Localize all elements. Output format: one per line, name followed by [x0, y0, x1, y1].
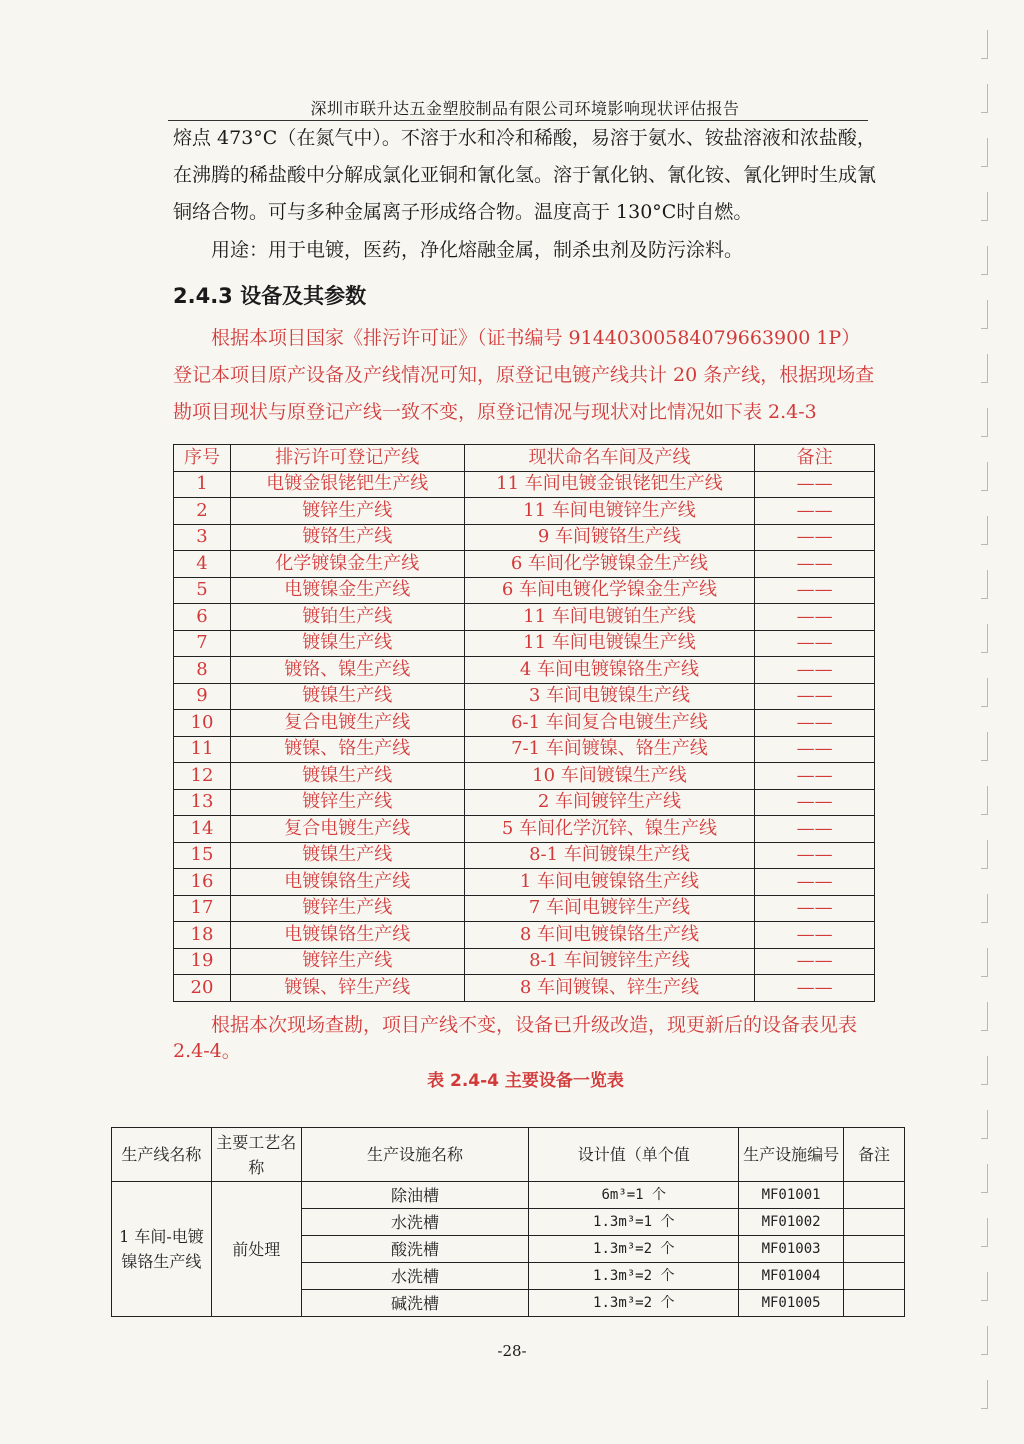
- cell-current-line: 11 车间电镀金银铑钯生产线: [464, 471, 755, 498]
- cell-remark: ——: [755, 895, 875, 922]
- cell-facility-id: MF01002: [739, 1209, 844, 1236]
- cell-remark: ——: [755, 948, 875, 975]
- cell-current-line: 6 车间电镀化学镍金生产线: [464, 577, 755, 604]
- table-production-lines: [173, 444, 875, 1002]
- binding-tick: [981, 516, 988, 545]
- cell-current-line: 8 车间电镀镍铬生产线: [464, 922, 755, 949]
- paragraph-usage: 用途：用于电镀，医药，净化熔融金属，制杀虫剂及防污涂料。: [211, 239, 744, 261]
- table-row: [174, 763, 875, 790]
- cell-line-group: 1 车间-电镀镍铬生产线: [112, 1182, 212, 1317]
- cell-index: 20: [174, 975, 231, 1002]
- binding-tick: [981, 840, 988, 869]
- binding-tick: [981, 894, 988, 923]
- table-row: [174, 524, 875, 551]
- table-row: [174, 630, 875, 657]
- cell-index: 19: [174, 948, 231, 975]
- cell-current-line: 6-1 车间复合电镀生产线: [464, 710, 755, 737]
- page-number: -28-: [497, 1342, 527, 1360]
- table-row: [174, 551, 875, 578]
- cell-index: 6: [174, 604, 231, 631]
- table-row: [174, 869, 875, 896]
- cell-permit-line: 镀锌生产线: [230, 895, 464, 922]
- cell-current-line: 7 车间电镀锌生产线: [464, 895, 755, 922]
- th-current-line: 现状命名车间及产线: [464, 445, 755, 472]
- cell-permit-line: 镀镍生产线: [230, 763, 464, 790]
- paragraph-update: 根据本次现场查勘，项目产线不变，设备已升级改造，现更新后的设备表见表 2.4-4。: [173, 1014, 858, 1062]
- paragraph-properties: 熔点 473°C（在氮气中）。不溶于水和冷和稀酸，易溶于氨水、铵盐溶液和浓盐酸，在沸腾的稀盐酸中分解成氯化亚铜和氰化氢。溶于氰化钠、氰化铵、氰化钾时生成氰铜络合物。可与多种金属离子形成络合物。温度高于 130°C时自燃。: [173, 127, 877, 223]
- table-row: [174, 604, 875, 631]
- table-row: [174, 948, 875, 975]
- cell-facility-id: MF01003: [739, 1236, 844, 1263]
- cell-design-value: 1.3m³=2 个: [529, 1290, 739, 1317]
- cell-remark: ——: [755, 551, 875, 578]
- cell-permit-line: 镀镍生产线: [230, 683, 464, 710]
- cell-permit-line: 镀铂生产线: [230, 604, 464, 631]
- cell-remark: ——: [755, 630, 875, 657]
- section-heading: 2.4.3 设备及其参数: [173, 284, 367, 308]
- table-row: [174, 922, 875, 949]
- cell-process-group: 前处理: [211, 1182, 301, 1317]
- cell-permit-line: 电镀金银铑钯生产线: [230, 471, 464, 498]
- cell-current-line: 11 车间电镀铂生产线: [464, 604, 755, 631]
- binding-tick: [981, 192, 988, 221]
- cell-remark: [844, 1182, 905, 1209]
- cell-remark: ——: [755, 657, 875, 684]
- binding-tick: [981, 30, 988, 59]
- cell-design-value: 6m³=1 个: [529, 1182, 739, 1209]
- cell-facility: 除油槽: [301, 1182, 529, 1209]
- cell-current-line: 1 车间电镀镍铬生产线: [464, 869, 755, 896]
- cell-index: 18: [174, 922, 231, 949]
- binding-tick: [981, 1056, 988, 1085]
- cell-remark: ——: [755, 498, 875, 525]
- cell-remark: ——: [755, 683, 875, 710]
- binding-tick: [981, 300, 988, 329]
- cell-index: 2: [174, 498, 231, 525]
- binding-tick: [981, 246, 988, 275]
- binding-tick: [981, 138, 988, 167]
- table-header-row: [174, 445, 875, 472]
- cell-index: 14: [174, 816, 231, 843]
- th-facility-id: 生产设施编号: [739, 1128, 844, 1182]
- cell-index: 13: [174, 789, 231, 816]
- th-index: 序号: [174, 445, 231, 472]
- cell-permit-line: 镀锌生产线: [230, 948, 464, 975]
- binding-tick: [981, 1110, 988, 1139]
- table-row: [174, 816, 875, 843]
- table-row: [174, 683, 875, 710]
- table-row: [174, 975, 875, 1002]
- cell-current-line: 10 车间镀镍生产线: [464, 763, 755, 790]
- cell-remark: ——: [755, 763, 875, 790]
- cell-design-value: 1.3m³=2 个: [529, 1263, 739, 1290]
- table-row: [174, 842, 875, 869]
- paragraph-permit: 根据本项目国家《排污许可证》（证书编号 91440300584079663900 1P）登记本项目原产设备及产线情况可知，原登记电镀产线共计 20 条产线，根据现场查勘项目现状与原登记产线一致不变，原登记情况与现状对比情况如下表 2.4-3: [173, 327, 875, 423]
- th-design-value: 设计值（单个值: [529, 1128, 739, 1182]
- binding-tick: [981, 408, 988, 437]
- cell-index: 17: [174, 895, 231, 922]
- cell-permit-line: 镀镍生产线: [230, 842, 464, 869]
- cell-current-line: 6 车间化学镀镍金生产线: [464, 551, 755, 578]
- table-row: [174, 736, 875, 763]
- th-remark: 备注: [844, 1128, 905, 1182]
- cell-permit-line: 镀镍、铬生产线: [230, 736, 464, 763]
- cell-remark: [844, 1263, 905, 1290]
- th-process-name: 主要工艺名称: [211, 1128, 301, 1182]
- cell-index: 11: [174, 736, 231, 763]
- cell-permit-line: 电镀镍铬生产线: [230, 869, 464, 896]
- cell-remark: ——: [755, 922, 875, 949]
- cell-current-line: 2 车间镀锌生产线: [464, 789, 755, 816]
- cell-remark: ——: [755, 710, 875, 737]
- cell-index: 15: [174, 842, 231, 869]
- page-header: 深圳市联升达五金塑胶制品有限公司环境影响现状评估报告: [310, 99, 740, 118]
- cell-index: 7: [174, 630, 231, 657]
- cell-current-line: 8 车间镀镍、锌生产线: [464, 975, 755, 1002]
- cell-remark: ——: [755, 975, 875, 1002]
- cell-current-line: 11 车间电镀镍生产线: [464, 630, 755, 657]
- cell-remark: [844, 1290, 905, 1317]
- cell-permit-line: 复合电镀生产线: [230, 816, 464, 843]
- cell-facility: 水洗槽: [301, 1263, 529, 1290]
- cell-index: 16: [174, 869, 231, 896]
- binding-tick: [981, 354, 988, 383]
- cell-index: 3: [174, 524, 231, 551]
- cell-remark: ——: [755, 869, 875, 896]
- cell-permit-line: 镀锌生产线: [230, 789, 464, 816]
- binding-tick: [981, 1380, 988, 1409]
- cell-remark: [844, 1209, 905, 1236]
- cell-index: 9: [174, 683, 231, 710]
- table-row: [174, 657, 875, 684]
- cell-permit-line: 镀铬、镍生产线: [230, 657, 464, 684]
- cell-permit-line: 化学镀镍金生产线: [230, 551, 464, 578]
- cell-current-line: 9 车间镀铬生产线: [464, 524, 755, 551]
- binding-tick: [981, 624, 988, 653]
- cell-index: 8: [174, 657, 231, 684]
- binding-tick: [981, 948, 988, 977]
- th-permit-line: 排污许可登记产线: [230, 445, 464, 472]
- cell-remark: ——: [755, 524, 875, 551]
- cell-index: 1: [174, 471, 231, 498]
- binding-tick: [981, 786, 988, 815]
- cell-facility-id: MF01005: [739, 1290, 844, 1317]
- cell-permit-line: 镀锌生产线: [230, 498, 464, 525]
- cell-current-line: 8-1 车间镀镍生产线: [464, 842, 755, 869]
- cell-remark: ——: [755, 604, 875, 631]
- cell-permit-line: 电镀镍铬生产线: [230, 922, 464, 949]
- table-row: [174, 789, 875, 816]
- table-row: [174, 577, 875, 604]
- cell-remark: [844, 1236, 905, 1263]
- table-caption: 表 2.4-4 主要设备一览表: [427, 1071, 624, 1091]
- binding-tick: [981, 84, 988, 113]
- cell-permit-line: 电镀镍金生产线: [230, 577, 464, 604]
- cell-facility: 酸洗槽: [301, 1236, 529, 1263]
- th-line-name: 生产线名称: [112, 1128, 212, 1182]
- th-facility-name: 生产设施名称: [301, 1128, 529, 1182]
- table-equipment: [111, 1127, 905, 1317]
- cell-facility-id: MF01004: [739, 1263, 844, 1290]
- table-row: [174, 498, 875, 525]
- binding-tick: [981, 1164, 988, 1193]
- cell-remark: ——: [755, 789, 875, 816]
- binding-edge: [964, 0, 1024, 1444]
- cell-current-line: 5 车间化学沉锌、镍生产线: [464, 816, 755, 843]
- cell-facility: 碱洗槽: [301, 1290, 529, 1317]
- table-row: [174, 471, 875, 498]
- cell-permit-line: 镀铬生产线: [230, 524, 464, 551]
- binding-tick: [981, 732, 988, 761]
- cell-remark: ——: [755, 842, 875, 869]
- cell-current-line: 8-1 车间镀锌生产线: [464, 948, 755, 975]
- cell-current-line: 4 车间电镀镍铬生产线: [464, 657, 755, 684]
- binding-tick: [981, 570, 988, 599]
- cell-index: 12: [174, 763, 231, 790]
- binding-tick: [981, 1272, 988, 1301]
- table-row: [174, 895, 875, 922]
- binding-tick: [981, 462, 988, 491]
- cell-current-line: 7-1 车间镀镍、铬生产线: [464, 736, 755, 763]
- cell-permit-line: 镀镍、锌生产线: [230, 975, 464, 1002]
- th-remark: 备注: [755, 445, 875, 472]
- binding-tick: [981, 678, 988, 707]
- cell-permit-line: 镀镍生产线: [230, 630, 464, 657]
- binding-tick: [981, 1002, 988, 1031]
- cell-remark: ——: [755, 577, 875, 604]
- cell-facility-id: MF01001: [739, 1182, 844, 1209]
- binding-tick: [981, 1218, 988, 1247]
- cell-permit-line: 复合电镀生产线: [230, 710, 464, 737]
- cell-facility: 水洗槽: [301, 1209, 529, 1236]
- cell-index: 5: [174, 577, 231, 604]
- cell-remark: ——: [755, 816, 875, 843]
- cell-index: 4: [174, 551, 231, 578]
- table-row: [174, 710, 875, 737]
- cell-design-value: 1.3m³=2 个: [529, 1236, 739, 1263]
- cell-design-value: 1.3m³=1 个: [529, 1209, 739, 1236]
- cell-current-line: 11 车间电镀锌生产线: [464, 498, 755, 525]
- cell-current-line: 3 车间电镀镍生产线: [464, 683, 755, 710]
- cell-remark: ——: [755, 471, 875, 498]
- cell-remark: ——: [755, 736, 875, 763]
- cell-index: 10: [174, 710, 231, 737]
